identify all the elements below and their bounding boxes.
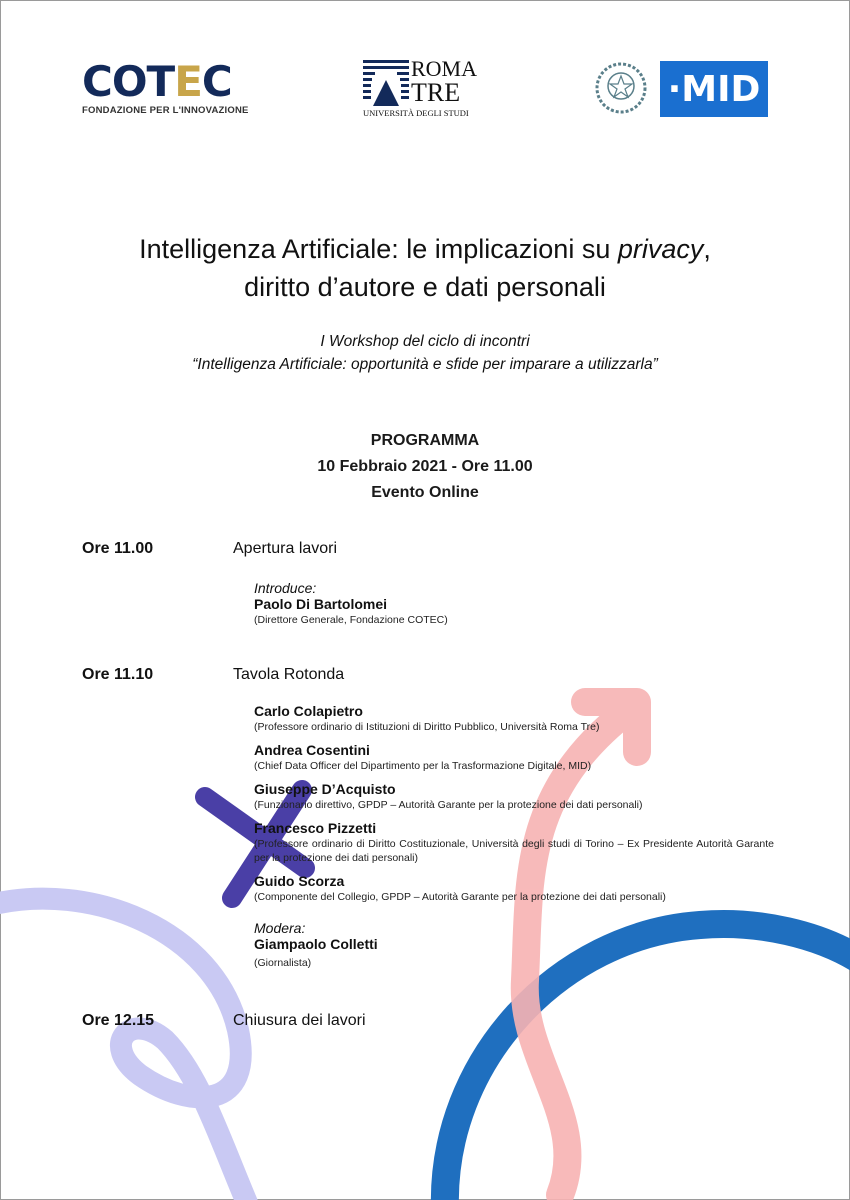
moderator-block xyxy=(254,920,774,970)
speaker-role: (Professore ordinario di Istituzioni di Diritto Pubblico, Università Roma Tre) xyxy=(254,721,600,733)
panel-speaker xyxy=(254,781,774,812)
roma-tre-arch-icon xyxy=(363,60,409,108)
cotec-logo xyxy=(82,57,249,116)
speaker-role: (Funzionario direttivo, GPDP – Autorità Garante per la protezione dei dati personali) xyxy=(254,799,643,811)
speaker-name: Carlo Colapietro xyxy=(254,703,363,719)
programme-date: 10 Febbraio 2021 - Ore 11.00 xyxy=(317,458,533,475)
speaker-role: (Chief Data Officer del Dipartimento per la Trasformazione Digitale, MID) xyxy=(254,760,592,772)
cotec-logo-e: E xyxy=(174,57,202,106)
speaker-name: Guido Scorza xyxy=(254,873,345,889)
lavender-loop-shape xyxy=(0,899,250,1200)
speaker-name: Francesco Pizzetti xyxy=(254,820,377,836)
panel-speaker xyxy=(254,820,774,865)
programme-header xyxy=(0,428,850,506)
schedule-label: Apertura lavori xyxy=(233,540,338,557)
subtitle xyxy=(0,330,850,376)
programme-heading: PROGRAMMA xyxy=(370,432,480,449)
speaker-name: Andrea Cosentini xyxy=(254,742,370,758)
schedule-label: Tavola Rotonda xyxy=(233,666,345,683)
introduce-label: Introduce: xyxy=(254,580,317,596)
roma-tre-logo xyxy=(363,58,478,118)
page-title xyxy=(0,230,850,306)
italian-emblem-icon xyxy=(594,60,648,116)
subtitle-line2: “Intelligenza Artificiale: opportunità e sfide per imparare a utilizzarla” xyxy=(192,356,658,373)
programme-mode: Evento Online xyxy=(371,484,479,501)
mid-logo-text: ·MID xyxy=(667,68,761,110)
speaker-name: Paolo Di Bartolomei xyxy=(254,596,388,612)
speaker-role: (Direttore Generale, Fondazione COTEC) xyxy=(254,614,448,626)
title-line1: Intelligenza Artificiale: le implicazioni su xyxy=(139,234,618,264)
moderator-label: Modera: xyxy=(254,920,306,936)
speaker-name: Giuseppe D’Acquisto xyxy=(254,781,396,797)
speaker-role: (Componente del Collegio, GPDP – Autorità Garante per la protezione dei dati personali) xyxy=(254,891,666,903)
panel-speaker xyxy=(254,742,774,773)
roma-tre-logo-subtitle: UNIVERSITÀ DEGLI STUDI xyxy=(363,108,469,118)
roma-tre-logo-line2: TRE xyxy=(411,78,461,107)
roma-tre-logo-line1: ROMA xyxy=(411,56,478,81)
cotec-logo-text-end: C xyxy=(201,57,232,106)
title-line2: diritto d’autore e dati personali xyxy=(244,272,606,302)
title-comma: , xyxy=(703,234,711,264)
schedule-time: Ore 11.00 xyxy=(82,540,154,557)
speaker-role: (Giornalista) xyxy=(254,957,312,969)
schedule-label: Chiusura dei lavori xyxy=(233,1012,366,1029)
mid-logo xyxy=(660,61,768,117)
schedule-time: Ore 12.15 xyxy=(82,1012,155,1029)
title-italic-word: privacy xyxy=(617,234,704,264)
cotec-logo-text: COT xyxy=(82,57,175,106)
speaker-role: (Professore ordinario di Diritto Costituzionale, Università degli studi di Torino – Ex Presidente Autorità Garante per la protezione dei dati personali) xyxy=(254,838,774,864)
cotec-logo-subtitle: FONDAZIONE PER L'INNOVAZIONE xyxy=(82,105,249,116)
introducer-block xyxy=(254,580,774,627)
panel-speaker xyxy=(254,873,774,904)
schedule-time: Ore 11.10 xyxy=(82,666,154,683)
panel-speaker xyxy=(254,703,774,734)
speaker-name: Giampaolo Colletti xyxy=(254,936,378,952)
subtitle-line1: I Workshop del ciclo di incontri xyxy=(320,333,530,350)
